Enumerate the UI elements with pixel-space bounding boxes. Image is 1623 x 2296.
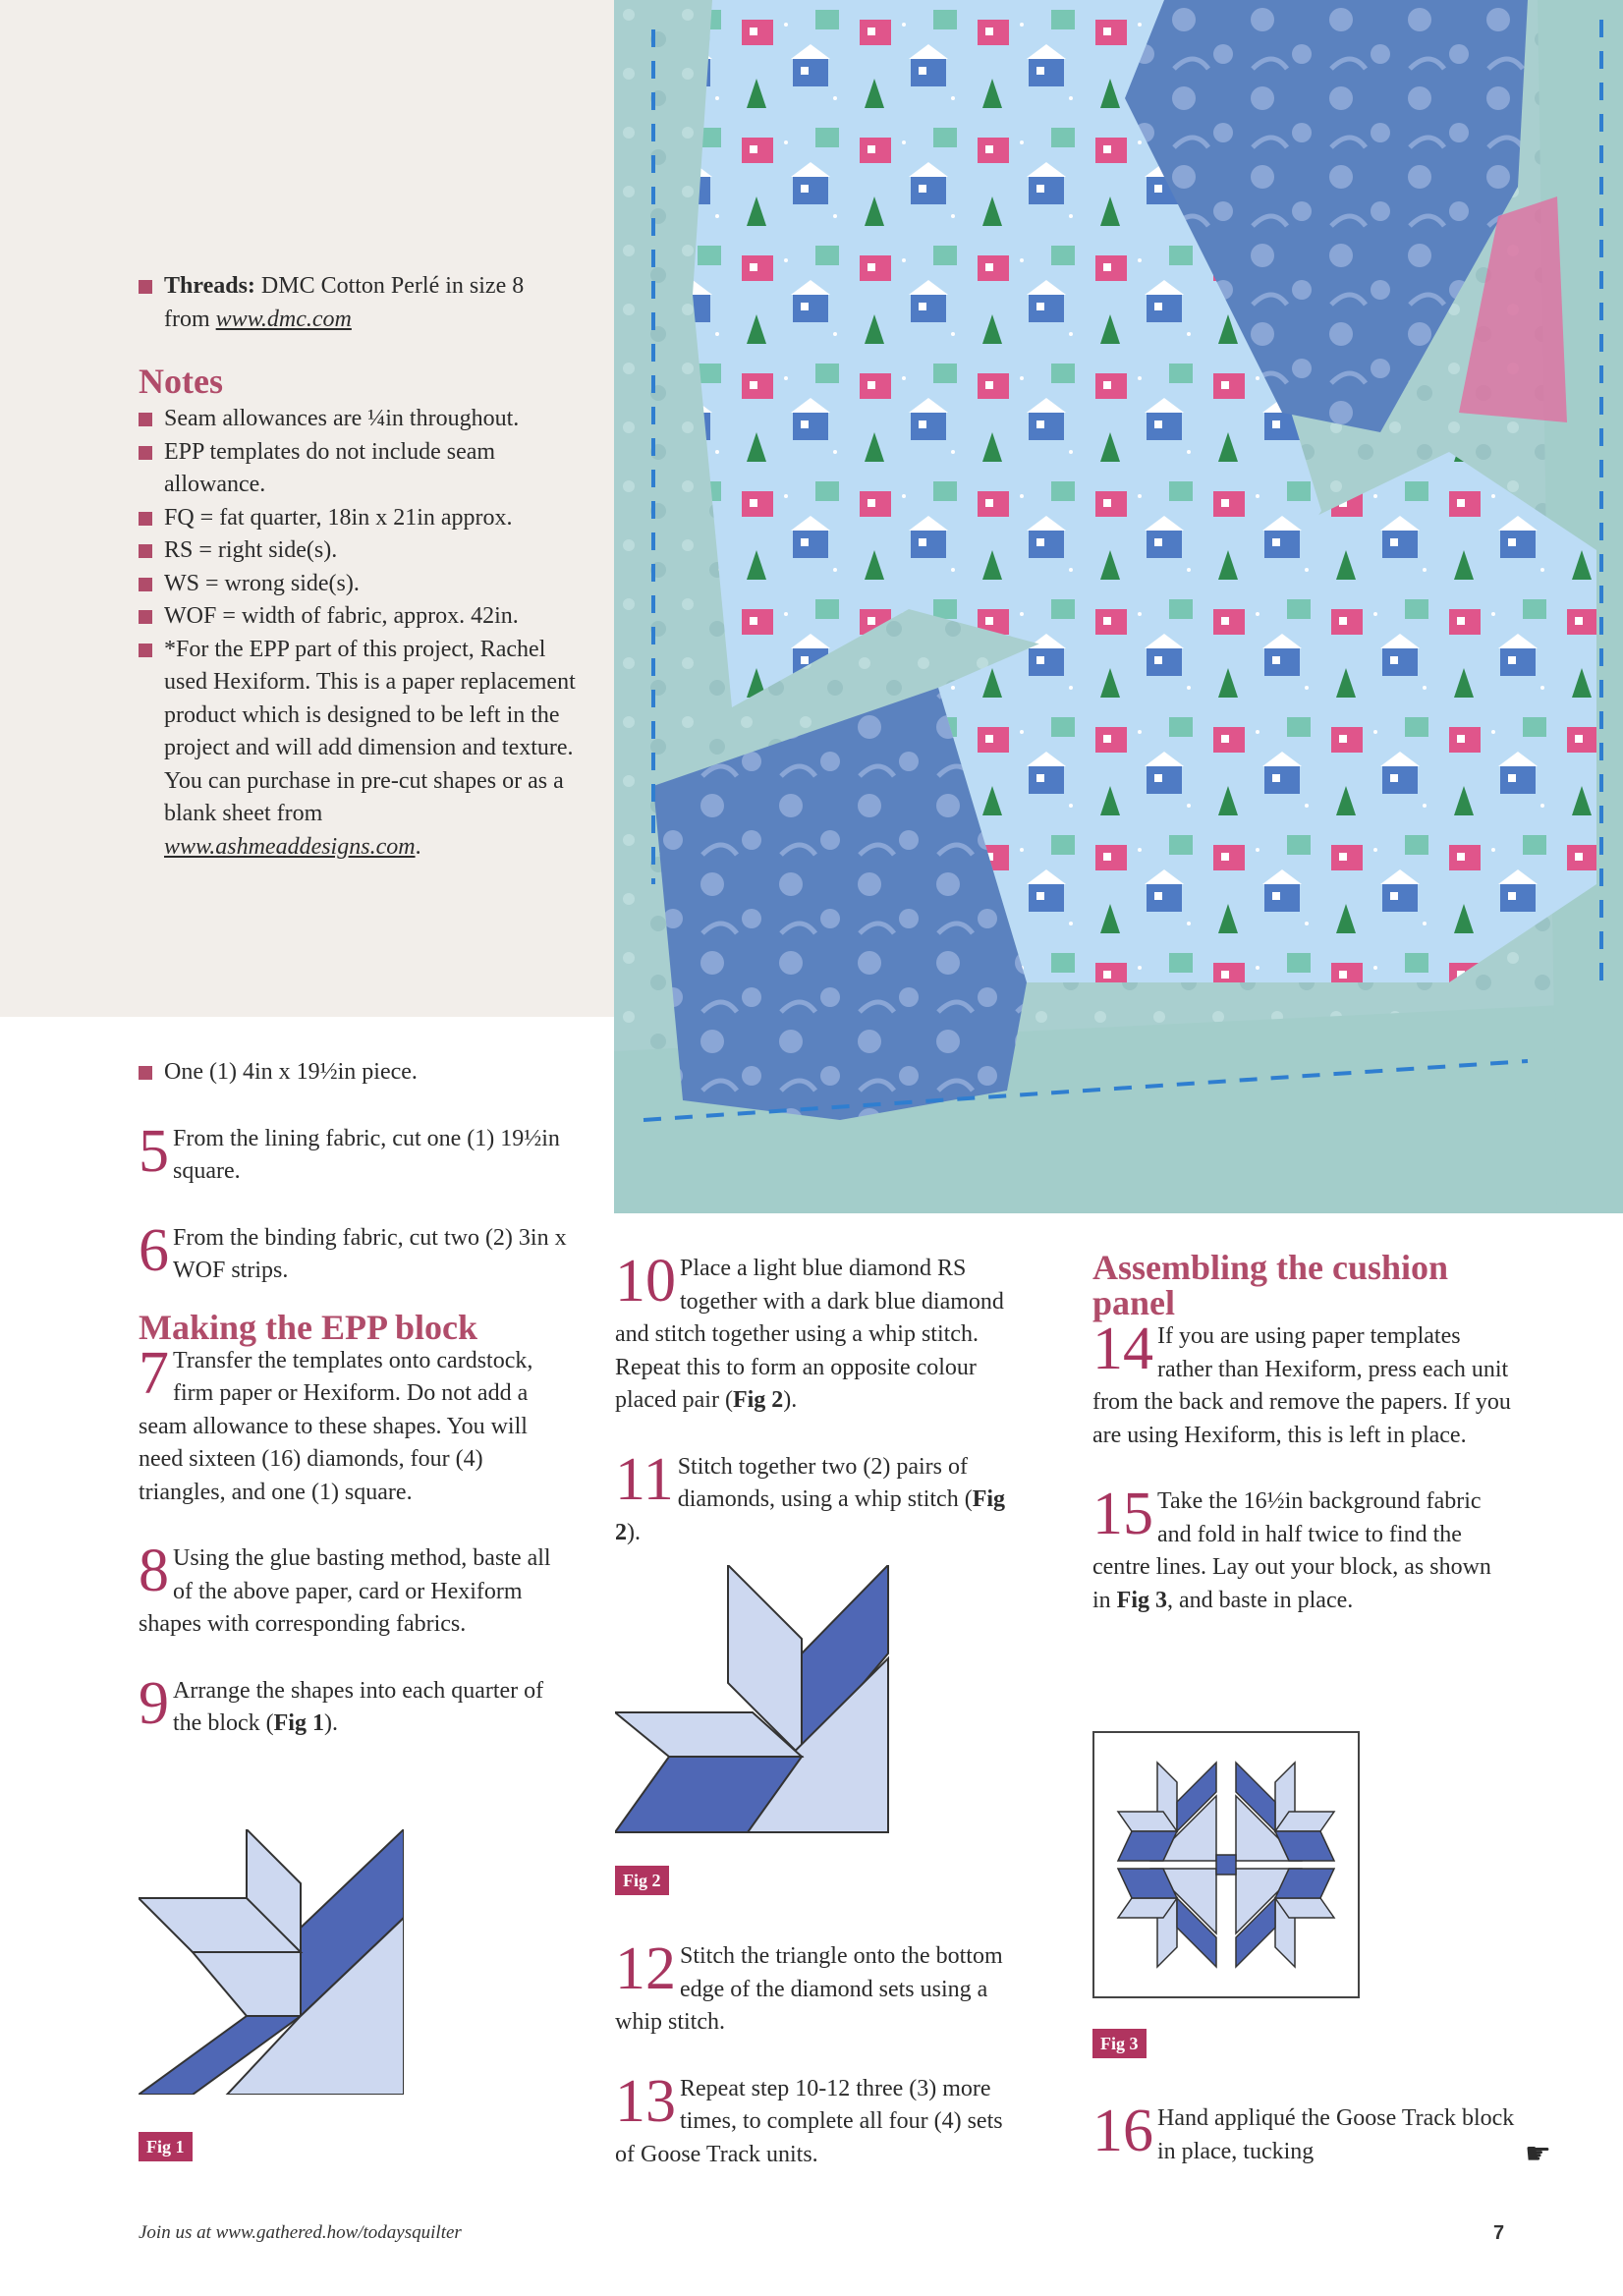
fig2-label: Fig 2 xyxy=(615,1866,669,1895)
step-number: 14 xyxy=(1092,1316,1153,1382)
epp-heading: Making the EPP block xyxy=(139,1307,478,1347)
threads-text: DMC Cotton Perlé in size 8 from xyxy=(164,273,525,332)
step-6: 6 From the binding fabric, cut two (2) 3in x WOF strips. xyxy=(139,1216,567,1284)
note-item: WOF = width of fabric, approx. 42in. xyxy=(139,600,581,634)
quilt-photo xyxy=(614,0,1623,1213)
notes-section xyxy=(139,364,581,864)
step-14: 14 If you are using paper templates rather than Hexiform, press each unit from the back and remove the papers. If you are using Hexiform, this is left in place. xyxy=(1092,1316,1511,1448)
step-number: 9 xyxy=(139,1669,169,1737)
dmc-link[interactable]: www.dmc.com xyxy=(215,306,352,332)
step-number: 13 xyxy=(615,2067,676,2135)
step-7: 7 Transfer the templates onto cardstock, firm paper or Hexiform. Do not add a seam allowance to these shapes. You will need sixteen (16) diamonds, four (4) triangles, and one (1) square. xyxy=(139,1339,533,1505)
note-item: WS = wrong side(s). xyxy=(139,568,581,601)
right-column-lower xyxy=(1092,2098,1515,2168)
step-number: 8 xyxy=(139,1538,169,1604)
note-item: RS = right side(s). xyxy=(139,534,581,568)
page-number: 7 xyxy=(1493,2222,1505,2244)
fig2-diagram xyxy=(615,1565,900,1840)
notes-heading: Notes xyxy=(139,362,223,401)
step-number: 6 xyxy=(139,1216,169,1284)
step-number: 12 xyxy=(615,1935,676,2002)
left-column xyxy=(139,1056,571,1741)
step-number: 5 xyxy=(139,1117,169,1185)
note-item: FQ = fat quarter, 18in x 21in approx. xyxy=(139,502,581,535)
threads-label: Threads: xyxy=(164,273,255,299)
note-item-hexiform: *For the EPP part of this project, Rachel used Hexiform. This is a paper replacement product which is designed to be left in the project and will add dimension and texture. You can purchase in pre-cut shapes or as a blank sheet from www.ashmeaddesigns.com. xyxy=(139,634,581,865)
step-9: 9 Arrange the shapes into each quarter of the block (Fig 1). xyxy=(139,1669,544,1737)
step-number: 15 xyxy=(1092,1481,1153,1547)
fig1-diagram xyxy=(139,1829,404,2100)
quilt-photo-illustration xyxy=(614,0,1623,1213)
fig1-label: Fig 1 xyxy=(139,2132,193,2161)
ashmead-link[interactable]: www.ashmeaddesigns.com xyxy=(164,833,416,860)
cutting-item: One (1) 4in x 19½in piece. xyxy=(139,1056,571,1090)
step-12: 12 Stitch the triangle onto the bottom edge of the diamond sets using a whip stitch. xyxy=(615,1935,1003,2035)
note-item: Seam allowances are ¼in throughout. xyxy=(139,403,581,436)
fig1-diamond-light xyxy=(193,1952,301,2016)
step-number: 11 xyxy=(615,1445,674,1513)
step-13: 13 Repeat step 10-12 three (3) more times, to complete all four (4) sets of Goose Track units. xyxy=(615,2067,1003,2167)
step-11: 11 Stitch together two (2) pairs of diamonds, using a whip stitch (Fig 2). xyxy=(615,1445,1006,1545)
threads-item xyxy=(139,270,571,336)
pointing-hand-icon: ☛ xyxy=(1525,2137,1551,2171)
assembling-heading: Assembling the cushion panel xyxy=(1092,1248,1449,1322)
step-number: 16 xyxy=(1092,2098,1153,2164)
middle-column xyxy=(615,1248,1028,1549)
step-number: 10 xyxy=(615,1248,676,1315)
footer-url[interactable]: Join us at www.gathered.how/todaysquilter xyxy=(139,2222,462,2243)
step-number: 7 xyxy=(139,1339,169,1407)
step-8: 8 Using the glue basting method, baste all of the above paper, card or Hexiform shapes with corresponding fabrics. xyxy=(139,1538,551,1637)
step-5: 5 From the lining fabric, cut one (1) 19½in square. xyxy=(139,1117,560,1185)
step-10: 10 Place a light blue diamond RS together with a dark blue diamond and stitch together using a whip stitch. Repeat this to form an opposite colour placed pair (Fig 2). xyxy=(615,1248,1004,1413)
note-item: EPP templates do not include seam allowance. xyxy=(139,436,581,502)
step-15: 15 Take the 16½in background fabric and fold in half twice to find the centre lines. Lay out your block, as shown in Fig 3, and baste in place. xyxy=(1092,1481,1491,1613)
right-column xyxy=(1092,1250,1515,1617)
middle-column-lower xyxy=(615,1935,1028,2171)
fig3-diagram xyxy=(1092,1731,1360,2003)
step-16: 16 Hand appliqué the Goose Track block in place, tucking xyxy=(1092,2098,1515,2164)
fig3-label: Fig 3 xyxy=(1092,2029,1147,2058)
